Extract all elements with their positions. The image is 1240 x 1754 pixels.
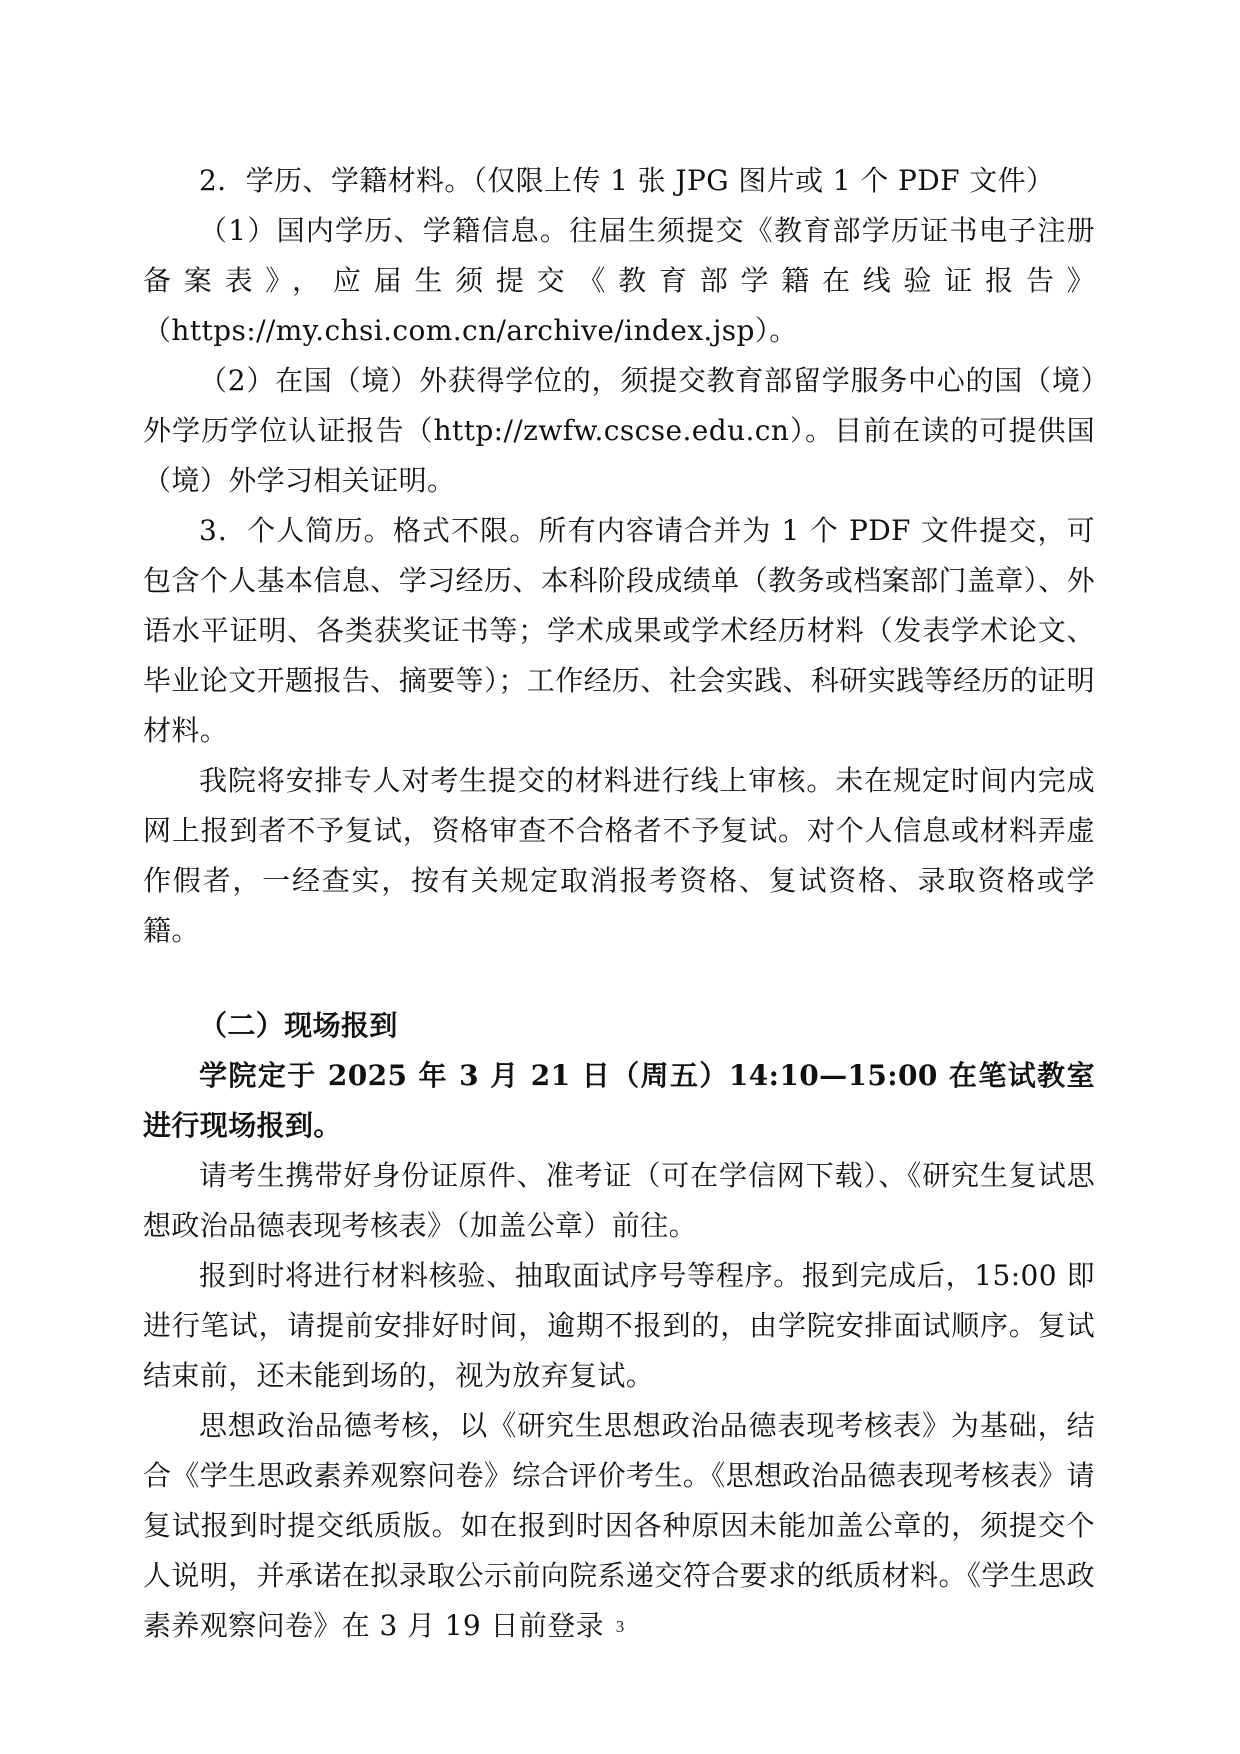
paragraph-item-2-2: （2）在国（境）外获得学位的，须提交教育部留学服务中心的国（境）外学历学位认证报告（http://zwfw.cscse.edu.cn）。目前在读的可提供国（境）外学习相关证明。 <box>143 364 1095 497</box>
paragraph-item-2-1: （1）国内学历、学籍信息。往届生须提交《教育部学历证书电子注册备案表》，应届生须提交《教育部学籍在线验证报告》（https://my.chsi.com.cn/archive/index.jsp）。 <box>143 214 1095 347</box>
checkin-notice: 学院定于 2025 年 3 月 21 日（周五）14:10—15:00 在笔试教室进行现场报到。 <box>143 1059 1095 1142</box>
paragraph-political-assessment: 思想政治品德考核，以《研究生思想政治品德表现考核表》为基础，结合《学生思政素养观察问卷》综合评价考生。《思想政治品德表现考核表》请复试报到时提交纸质版。如在报到时因各种原因未能加盖公章的，须提交个人说明，并承诺在拟录取公示前向院系递交符合要求的纸质材料。《学生思政素养观察问卷》在 3 月 19 日前登录 <box>143 1409 1095 1642</box>
paragraph-item-2: 2．学历、学籍材料。（仅限上传 1 张 JPG 图片或 1 个 PDF 文件） <box>199 164 1055 197</box>
section-heading: （二）现场报到 <box>199 1009 398 1042</box>
paragraph-bring-documents: 请考生携带好身份证原件、准考证（可在学信网下载）、《研究生复试思想政治品德表现考核表》（加盖公章）前往。 <box>143 1159 1095 1242</box>
paragraph-review-note: 我院将安排专人对考生提交的材料进行线上审核。未在规定时间内完成网上报到者不予复试，资格审查不合格者不予复试。对个人信息或材料弄虚作假者，一经查实，按有关规定取消报考资格、复试资格、录取资格或学籍。 <box>143 764 1095 947</box>
page-body <box>143 156 1095 1651</box>
paragraph-item-3: 3．个人简历。格式不限。所有内容请合并为 1 个 PDF 文件提交，可包含个人基本信息、学习经历、本科阶段成绩单（教务或档案部门盖章）、外语水平证明、各类获奖证书等；学术成果或学术经历材料（发表学术论文、毕业论文开题报告、摘要等）；工作经历、社会实践、科研实践等经历的证明材料。 <box>143 514 1095 747</box>
page-number: 3 <box>615 1617 625 1636</box>
paragraph-checkin-procedure: 报到时将进行材料核验、抽取面试序号等程序。报到完成后，15:00 即进行笔试，请提前安排好时间，逾期不报到的，由学院安排面试顺序。复试结束前，还未能到场的，视为放弃复试。 <box>143 1259 1095 1392</box>
